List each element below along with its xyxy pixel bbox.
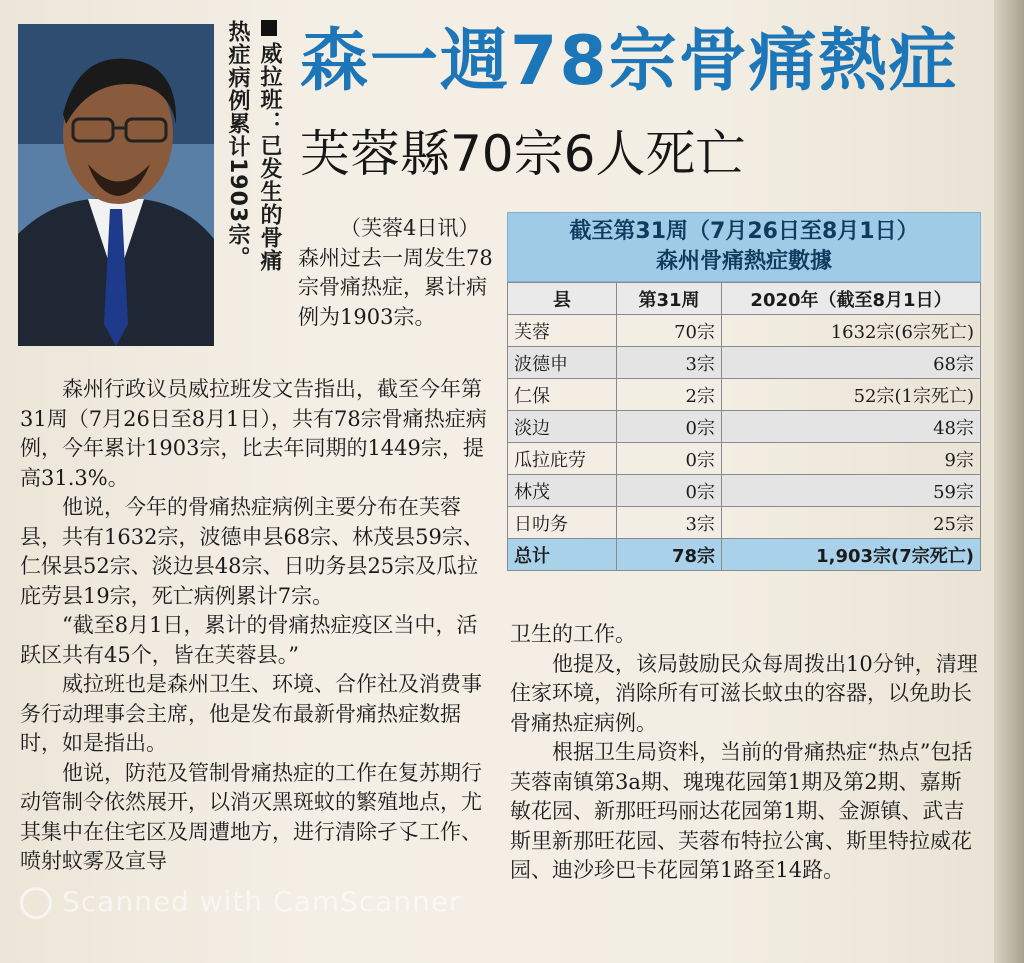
scanner-watermark — [20, 885, 462, 919]
article-paragraph: 威拉班也是森州卫生、环境、合作社及消费事务行动理事会主席，他是发布最新骨痛热症数据时，如是指出。 — [20, 672, 482, 755]
table-row — [508, 347, 981, 379]
photo-caption — [222, 20, 286, 360]
caption-text-1: 威拉班：已发生的骨痛 — [257, 42, 282, 272]
article-column-left — [20, 375, 496, 877]
cell-2020: 68宗 — [722, 347, 981, 379]
watermark-text: Scanned with CamScanner — [62, 885, 462, 918]
portrait-illustration — [18, 24, 214, 346]
bullet-square-icon — [261, 20, 277, 36]
caption-column-1 — [254, 20, 284, 272]
dengue-data-table — [507, 212, 981, 571]
page-edge-shadow — [994, 0, 1024, 963]
cell-county: 瓜拉庇劳 — [508, 443, 617, 475]
article-paragraph: 他说，今年的骨痛热症病例主要分布在芙蓉县，共有1632宗，波德申县68宗、林茂县59宗、仁保县52宗、淡边县48宗、日叻务县25宗及瓜拉庇劳县19宗，死亡病例累计7宗。 — [20, 495, 484, 608]
cell-week31: 3宗 — [617, 347, 722, 379]
table-title-line1: 截至第31周（7月26日至8月1日） — [569, 219, 919, 244]
article-paragraph: 他提及，该局鼓励民众每周拨出10分钟，清理住家环境，消除所有可滋长蚊虫的容器，以免助长骨痛热症病例。 — [510, 651, 978, 735]
header-2020: 2020年（截至8月1日） — [722, 283, 981, 315]
cell-week31: 2宗 — [617, 379, 722, 411]
cell-2020: 25宗 — [722, 507, 981, 539]
cell-2020: 1632宗(6宗死亡) — [722, 315, 981, 347]
cell-total-label: 总计 — [508, 539, 617, 571]
cell-2020: 9宗 — [722, 443, 981, 475]
cell-county: 日叻务 — [508, 507, 617, 539]
table-row — [508, 315, 981, 347]
table-row — [508, 411, 981, 443]
table-total-row — [508, 539, 981, 571]
article-paragraph: 他说，防范及管制骨痛热症的工作在复苏期行动管制令依然展开，以消灭黑斑蚊的繁殖地点，尤其集中在住宅区及周遭地方，进行清除孑孓工作、喷射蚊雾及宣导 — [20, 760, 482, 873]
table-row — [508, 443, 981, 475]
table-title — [507, 212, 981, 282]
table-row — [508, 507, 981, 539]
header-week31: 第31周 — [617, 283, 722, 315]
cell-week31: 0宗 — [617, 411, 722, 443]
cell-week31: 0宗 — [617, 475, 722, 507]
portrait-photo — [18, 24, 214, 346]
cell-week31: 3宗 — [617, 507, 722, 539]
cell-2020: 48宗 — [722, 411, 981, 443]
article-paragraph: 卫生的工作。 — [510, 622, 636, 646]
cell-week31: 0宗 — [617, 443, 722, 475]
cell-county: 林茂 — [508, 475, 617, 507]
article-paragraph: “截至8月1日，累计的骨痛热症疫区当中，活跃区共有45个，皆在芙蓉县。” — [20, 613, 478, 667]
header-county: 县 — [508, 283, 617, 315]
headline: 森一週78宗骨痛熱症 — [300, 22, 959, 101]
cell-total-2020: 1,903宗(7宗死亡) — [722, 539, 981, 571]
table-title-line2: 森州骨痛熱症數據 — [655, 249, 832, 274]
cell-county: 仁保 — [508, 379, 617, 411]
table-row — [508, 475, 981, 507]
camscanner-logo-icon — [20, 887, 52, 919]
cell-county: 淡边 — [508, 411, 617, 443]
cell-total-week31: 78宗 — [617, 539, 722, 571]
article-paragraph: 森州行政议员威拉班发文告指出，截至今年第31周（7月26日至8月1日），共有78宗骨痛热症病例，今年累计1903宗，比去年同期的1449宗，提高31.3%。 — [20, 377, 487, 490]
cell-week31: 70宗 — [617, 315, 722, 347]
cell-county: 波德申 — [508, 347, 617, 379]
article-paragraph: 根据卫生局资料，当前的骨痛热症“热点”包括芙蓉南镇第3a期、瑰瑰花园第1期及第2期、嘉斯敏花园、新那旺玛丽达花园第1期、金源镇、武吉斯里新那旺花园、芙蓉布特拉公寓、斯里特拉威花园、迪沙珍巴卡花园第1路至14路。 — [510, 740, 973, 882]
subheadline: 芙蓉縣70宗6人死亡 — [300, 125, 746, 183]
table-header-row — [508, 283, 981, 315]
table-grid — [507, 282, 981, 571]
cell-2020: 52宗(1宗死亡) — [722, 379, 981, 411]
lead-paragraph: （芙蓉4日讯）森州过去一周发生78宗骨痛热症，累计病例为1903宗。 — [298, 216, 493, 329]
cell-county: 芙蓉 — [508, 315, 617, 347]
cell-2020: 59宗 — [722, 475, 981, 507]
caption-column-2: 热症病例累计1903宗。 — [225, 20, 250, 270]
article-column-right — [510, 620, 982, 886]
table-row — [508, 379, 981, 411]
